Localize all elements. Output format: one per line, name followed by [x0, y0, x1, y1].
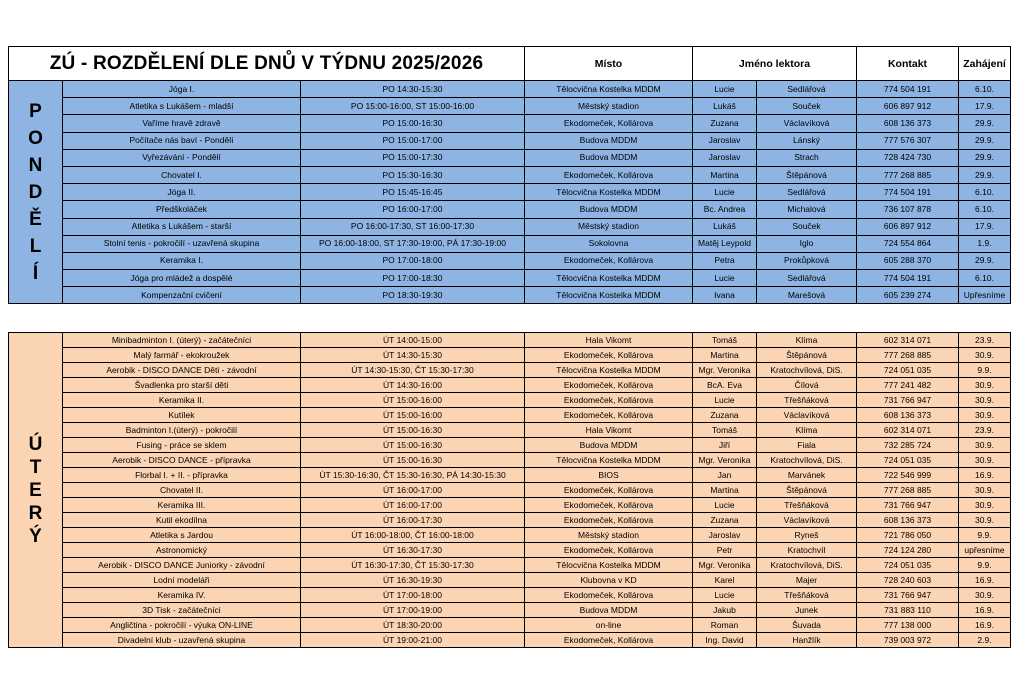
lecturer-first-name-cell: Mgr. Veronika: [693, 363, 757, 378]
phone-cell: 731 766 947: [857, 588, 959, 603]
place-cell: Tělocvična Kostelka MDDM: [525, 558, 693, 573]
lecturer-first-name-cell: Petra: [693, 252, 757, 269]
time-cell: PO 15:00-16:30: [301, 115, 525, 132]
activity-cell: Kompenzační cvičení: [63, 287, 301, 304]
phone-cell: 777 268 885: [857, 348, 959, 363]
table-row: [9, 287, 1011, 304]
activity-cell: Atletika s Jardou: [63, 528, 301, 543]
start-date-cell: Upřesníme: [959, 287, 1011, 304]
table-row: [9, 603, 1011, 618]
activity-cell: Jóga II.: [63, 184, 301, 201]
activity-cell: Kutílek: [63, 408, 301, 423]
time-cell: ÚT 15:00-16:30: [301, 423, 525, 438]
table-row: [9, 98, 1011, 115]
lecturer-last-name-cell: Štěpánová: [757, 166, 857, 183]
phone-cell: 777 241 482: [857, 378, 959, 393]
start-date-cell: 23.9.: [959, 333, 1011, 348]
time-cell: ÚT 16:00-17:00: [301, 498, 525, 513]
lecturer-first-name-cell: Lucie: [693, 270, 757, 287]
activity-cell: Vaříme hravě zdravě: [63, 115, 301, 132]
day-letter: Ý: [29, 525, 42, 547]
start-date-cell: 17.9.: [959, 98, 1011, 115]
time-cell: PO 16:00-18:00, ST 17:30-19:00, PÁ 17:30-19:00: [301, 235, 525, 252]
table-row: [9, 513, 1011, 528]
start-date-cell: 9.9.: [959, 528, 1011, 543]
time-cell: ÚT 16:00-18:00, ČT 16:00-18:00: [301, 528, 525, 543]
time-cell: ÚT 15:30-16:30, ČT 15:30-16:30, PÁ 14:30-15:30: [301, 468, 525, 483]
activity-cell: Předškoláček: [63, 201, 301, 218]
phone-cell: 602 314 071: [857, 423, 959, 438]
lecturer-first-name-cell: Lukáš: [693, 218, 757, 235]
start-date-cell: 29.9.: [959, 166, 1011, 183]
time-cell: ÚT 15:00-16:30: [301, 453, 525, 468]
contact-header: Kontakt: [857, 47, 959, 81]
lecturer-first-name-cell: Zuzana: [693, 408, 757, 423]
activity-cell: Malý farmář - ekokroužek: [63, 348, 301, 363]
activity-cell: Kutil ekodílna: [63, 513, 301, 528]
lecturer-last-name-cell: Souček: [757, 98, 857, 115]
place-cell: Budova MDDM: [525, 201, 693, 218]
place-cell: Ekodomeček, Kollárova: [525, 498, 693, 513]
activity-cell: Atletika s Lukášem - starší: [63, 218, 301, 235]
place-cell: Tělocvična Kostelka MDDM: [525, 453, 693, 468]
lecturer-first-name-cell: Ivana: [693, 287, 757, 304]
lecturer-first-name-cell: Lukáš: [693, 98, 757, 115]
start-date-cell: 6.10.: [959, 184, 1011, 201]
start-date-cell: 9.9.: [959, 363, 1011, 378]
phone-cell: 605 288 370: [857, 252, 959, 269]
phone-cell: 608 136 373: [857, 513, 959, 528]
phone-cell: 731 766 947: [857, 498, 959, 513]
place-cell: Tělocvična Kostelka MDDM: [525, 184, 693, 201]
place-cell: Tělocvična Kostelka MDDM: [525, 287, 693, 304]
place-cell: Tělocvična Kostelka MDDM: [525, 81, 693, 98]
activity-cell: Jóga pro mládež a dospělé: [63, 270, 301, 287]
activity-cell: Chovatel II.: [63, 483, 301, 498]
day-letter: R: [28, 502, 43, 524]
table-row: [9, 166, 1011, 183]
lecturer-first-name-cell: Zuzana: [693, 513, 757, 528]
start-date-cell: 30.9.: [959, 588, 1011, 603]
lecturer-last-name-cell: Souček: [757, 218, 857, 235]
activity-cell: Keramika III.: [63, 498, 301, 513]
lecturer-last-name-cell: Hanžlík: [757, 633, 857, 648]
phone-cell: 721 786 050: [857, 528, 959, 543]
phone-cell: 602 314 071: [857, 333, 959, 348]
phone-cell: 774 504 191: [857, 81, 959, 98]
start-date-cell: 30.9.: [959, 393, 1011, 408]
activity-cell: Počítače nás baví - Pondělí: [63, 132, 301, 149]
day-letter: Í: [32, 262, 39, 284]
start-date-cell: 6.10.: [959, 270, 1011, 287]
phone-cell: 605 239 274: [857, 287, 959, 304]
start-date-cell: 16.9.: [959, 618, 1011, 633]
activity-cell: Minibadminton I. (úterý) - začátečníci: [63, 333, 301, 348]
place-cell: Ekodomeček, Kollárova: [525, 633, 693, 648]
start-date-cell: 29.9.: [959, 115, 1011, 132]
day-letter: Ě: [29, 208, 42, 230]
table-row: [9, 363, 1011, 378]
phone-cell: 777 138 000: [857, 618, 959, 633]
place-cell: Budova MDDM: [525, 438, 693, 453]
day-letter: P: [29, 100, 42, 122]
lecturer-first-name-cell: Jaroslav: [693, 528, 757, 543]
table-row: [9, 393, 1011, 408]
time-cell: PO 15:00-17:30: [301, 149, 525, 166]
phone-cell: 777 268 885: [857, 483, 959, 498]
time-cell: ÚT 15:00-16:00: [301, 393, 525, 408]
lecturer-last-name-cell: Kratochvíl: [757, 543, 857, 558]
lecturer-last-name-cell: Sedlářová: [757, 184, 857, 201]
lecturer-first-name-cell: Jakub: [693, 603, 757, 618]
place-cell: Ekodomeček, Kollárova: [525, 513, 693, 528]
time-cell: ÚT 16:00-17:30: [301, 513, 525, 528]
table-row: [9, 558, 1011, 573]
phone-cell: 606 897 912: [857, 218, 959, 235]
start-date-cell: 30.9.: [959, 498, 1011, 513]
start-date-cell: 23.9.: [959, 423, 1011, 438]
lecturer-last-name-cell: Michalová: [757, 201, 857, 218]
phone-cell: 774 504 191: [857, 184, 959, 201]
lecturer-last-name-cell: Václavíková: [757, 513, 857, 528]
lecturer-last-name-cell: Šuvada: [757, 618, 857, 633]
lecturer-first-name-cell: Bc. Andrea: [693, 201, 757, 218]
phone-cell: 728 240 603: [857, 573, 959, 588]
place-cell: on-line: [525, 618, 693, 633]
lecturer-first-name-cell: Roman: [693, 618, 757, 633]
activity-cell: Chovatel I.: [63, 166, 301, 183]
lecturer-last-name-cell: Fiala: [757, 438, 857, 453]
monday-table: [8, 80, 1011, 304]
time-cell: PO 17:00-18:00: [301, 252, 525, 269]
place-cell: Ekodomeček, Kollárova: [525, 483, 693, 498]
time-cell: ÚT 14:00-15:00: [301, 333, 525, 348]
start-date-cell: 30.9.: [959, 483, 1011, 498]
time-cell: ÚT 17:00-19:00: [301, 603, 525, 618]
table-row: [9, 218, 1011, 235]
time-cell: PO 15:00-16:00, ST 15:00-16:00: [301, 98, 525, 115]
table-row: [9, 132, 1011, 149]
place-cell: Ekodomeček, Kollárova: [525, 543, 693, 558]
table-row: [9, 184, 1011, 201]
phone-cell: 777 576 307: [857, 132, 959, 149]
time-cell: PO 16:00-17:00: [301, 201, 525, 218]
lecturer-last-name-cell: Třešňáková: [757, 498, 857, 513]
activity-cell: Keramika II.: [63, 393, 301, 408]
lecturer-last-name-cell: Václavíková: [757, 115, 857, 132]
day-letter: N: [28, 154, 43, 176]
lecturer-first-name-cell: Tomáš: [693, 423, 757, 438]
lecturer-last-name-cell: Majer: [757, 573, 857, 588]
table-row: [9, 483, 1011, 498]
lecturer-first-name-cell: Jiří: [693, 438, 757, 453]
place-cell: Tělocvična Kostelka MDDM: [525, 270, 693, 287]
time-cell: PO 15:45-16:45: [301, 184, 525, 201]
place-cell: Ekodomeček, Kollárova: [525, 166, 693, 183]
phone-cell: 731 766 947: [857, 393, 959, 408]
day-letter: E: [29, 479, 42, 501]
time-cell: ÚT 19:00-21:00: [301, 633, 525, 648]
place-cell: BIOS: [525, 468, 693, 483]
activity-cell: Divadelní klub - uzavřená skupina: [63, 633, 301, 648]
activity-cell: Jóga I.: [63, 81, 301, 98]
lecturer-last-name-cell: Třešňáková: [757, 588, 857, 603]
start-date-cell: 1.9.: [959, 235, 1011, 252]
activity-cell: 3D Tisk - začátečníci: [63, 603, 301, 618]
start-date-cell: 9.9.: [959, 558, 1011, 573]
activity-cell: Badminton I.(úterý) - pokročilí: [63, 423, 301, 438]
tuesday-day-label: [9, 333, 63, 648]
start-date-cell: 16.9.: [959, 603, 1011, 618]
time-cell: ÚT 14:30-15:30: [301, 348, 525, 363]
activity-cell: Astronomický: [63, 543, 301, 558]
lecturer-last-name-cell: Klíma: [757, 333, 857, 348]
activity-cell: Angličtina - pokročilí - výuka ON-LINE: [63, 618, 301, 633]
lecturer-last-name-cell: Junek: [757, 603, 857, 618]
table-row: [9, 201, 1011, 218]
lecturer-first-name-cell: Martina: [693, 348, 757, 363]
day-letter: D: [28, 181, 43, 203]
table-row: [9, 270, 1011, 287]
place-cell: Budova MDDM: [525, 149, 693, 166]
lecturer-last-name-cell: Štěpánová: [757, 348, 857, 363]
lecturer-last-name-cell: Sedlářová: [757, 270, 857, 287]
monday-day-label: [9, 81, 63, 304]
place-cell: Hala Vikomt: [525, 423, 693, 438]
place-cell: Ekodomeček, Kollárova: [525, 348, 693, 363]
lecturer-last-name-cell: Strach: [757, 149, 857, 166]
start-date-cell: 30.9.: [959, 453, 1011, 468]
time-cell: ÚT 14:30-16:00: [301, 378, 525, 393]
activity-cell: Keramika IV.: [63, 588, 301, 603]
phone-cell: 728 424 730: [857, 149, 959, 166]
place-cell: Ekodomeček, Kollárova: [525, 378, 693, 393]
place-header: Místo: [525, 47, 693, 81]
lecturer-first-name-cell: BcA. Eva: [693, 378, 757, 393]
lecturer-first-name-cell: Karel: [693, 573, 757, 588]
day-letter: Ú: [28, 433, 43, 455]
place-cell: Ekodomeček, Kollárova: [525, 393, 693, 408]
phone-cell: 724 554 864: [857, 235, 959, 252]
activity-cell: Lodní modeláři: [63, 573, 301, 588]
phone-cell: 606 897 912: [857, 98, 959, 115]
start-date-cell: 6.10.: [959, 81, 1011, 98]
lecturer-last-name-cell: Klíma: [757, 423, 857, 438]
lecturer-last-name-cell: Lánský: [757, 132, 857, 149]
place-cell: Městský stadion: [525, 528, 693, 543]
start-date-cell: 17.9.: [959, 218, 1011, 235]
place-cell: Ekodomeček, Kollárova: [525, 252, 693, 269]
activity-cell: Florbal I. + II. - přípravka: [63, 468, 301, 483]
lecturer-first-name-cell: Matěj Leypold: [693, 235, 757, 252]
place-cell: Budova MDDM: [525, 132, 693, 149]
phone-cell: 608 136 373: [857, 115, 959, 132]
lecturer-last-name-cell: Štěpánová: [757, 483, 857, 498]
phone-cell: 724 051 035: [857, 453, 959, 468]
time-cell: ÚT 15:00-16:00: [301, 408, 525, 423]
time-cell: ÚT 18:30-20:00: [301, 618, 525, 633]
lecturer-first-name-cell: Mgr. Veronika: [693, 453, 757, 468]
place-cell: Městský stadion: [525, 218, 693, 235]
lecturer-first-name-cell: Lucie: [693, 498, 757, 513]
activity-cell: Aerobik - DISCO DANCE Děti - závodní: [63, 363, 301, 378]
time-cell: ÚT 16:30-17:30, ČT 15:30-17:30: [301, 558, 525, 573]
time-cell: PO 15:30-16:30: [301, 166, 525, 183]
lecturer-first-name-cell: Zuzana: [693, 115, 757, 132]
start-date-cell: 30.9.: [959, 348, 1011, 363]
lecturer-first-name-cell: Lucie: [693, 588, 757, 603]
lecturer-first-name-cell: Martina: [693, 166, 757, 183]
start-date-cell: 30.9.: [959, 378, 1011, 393]
time-cell: ÚT 16:00-17:00: [301, 483, 525, 498]
table-row: [9, 81, 1011, 98]
activity-cell: Aerobik - DISCO DANCE - přípravka: [63, 453, 301, 468]
activity-cell: Keramika I.: [63, 252, 301, 269]
table-row: [9, 543, 1011, 558]
time-cell: ÚT 14:30-15:30, ČT 15:30-17:30: [301, 363, 525, 378]
lecturer-last-name-cell: Ryneš: [757, 528, 857, 543]
phone-cell: 736 107 878: [857, 201, 959, 218]
start-date-cell: 16.9.: [959, 573, 1011, 588]
lecturer-last-name-cell: Iglo: [757, 235, 857, 252]
lecturer-last-name-cell: Kratochvílová, DiS.: [757, 558, 857, 573]
phone-cell: 724 124 280: [857, 543, 959, 558]
place-cell: Ekodomeček, Kollárova: [525, 408, 693, 423]
start-date-cell: 2.9.: [959, 633, 1011, 648]
lecturer-first-name-cell: Tomáš: [693, 333, 757, 348]
time-cell: PO 14:30-15:30: [301, 81, 525, 98]
lecturer-last-name-cell: Kratochvílová, DiS.: [757, 363, 857, 378]
place-cell: Budova MDDM: [525, 603, 693, 618]
table-row: [9, 423, 1011, 438]
start-date-cell: 29.9.: [959, 252, 1011, 269]
activity-cell: Fusing - práce se sklem: [63, 438, 301, 453]
lecturer-header: Jméno lektora: [693, 47, 857, 81]
lecturer-last-name-cell: Čílová: [757, 378, 857, 393]
start-date-cell: upřesníme: [959, 543, 1011, 558]
activity-cell: Švadlenka pro starší děti: [63, 378, 301, 393]
place-cell: Ekodomeček, Kollárova: [525, 115, 693, 132]
phone-cell: 722 546 999: [857, 468, 959, 483]
lecturer-last-name-cell: Třešňáková: [757, 393, 857, 408]
start-date-cell: 29.9.: [959, 132, 1011, 149]
lecturer-first-name-cell: Lucie: [693, 81, 757, 98]
start-date-cell: 16.9.: [959, 468, 1011, 483]
page-title: ZÚ - ROZDĚLENÍ DLE DNŮ V TÝDNU 2025/2026: [9, 47, 525, 81]
table-row: [9, 252, 1011, 269]
place-cell: Tělocvična Kostelka MDDM: [525, 363, 693, 378]
table-row: [9, 115, 1011, 132]
table-row: [9, 333, 1011, 348]
lecturer-last-name-cell: Prokůpková: [757, 252, 857, 269]
place-cell: Klubovna v KD: [525, 573, 693, 588]
header-row: [9, 47, 1011, 81]
lecturer-first-name-cell: Martina: [693, 483, 757, 498]
lecturer-first-name-cell: Lucie: [693, 393, 757, 408]
time-cell: PO 16:00-17:30, ST 16:00-17:30: [301, 218, 525, 235]
table-row: [9, 633, 1011, 648]
lecturer-last-name-cell: Václavíková: [757, 408, 857, 423]
lecturer-last-name-cell: Kratochvílová, DiS.: [757, 453, 857, 468]
phone-cell: 774 504 191: [857, 270, 959, 287]
lecturer-first-name-cell: Mgr. Veronika: [693, 558, 757, 573]
lecturer-first-name-cell: Jaroslav: [693, 149, 757, 166]
table-row: [9, 528, 1011, 543]
lecturer-last-name-cell: Marvánek: [757, 468, 857, 483]
lecturer-first-name-cell: Jaroslav: [693, 132, 757, 149]
table-row: [9, 438, 1011, 453]
lecturer-first-name-cell: Jan: [693, 468, 757, 483]
lecturer-first-name-cell: Ing. David: [693, 633, 757, 648]
place-cell: Hala Vikomt: [525, 333, 693, 348]
table-row: [9, 235, 1011, 252]
day-letter: L: [29, 235, 42, 257]
time-cell: ÚT 16:30-19:30: [301, 573, 525, 588]
phone-cell: 732 285 724: [857, 438, 959, 453]
start-header: Zahájení: [959, 47, 1011, 81]
time-cell: PO 15:00-17:00: [301, 132, 525, 149]
lecturer-first-name-cell: Petr: [693, 543, 757, 558]
time-cell: ÚT 15:00-16:30: [301, 438, 525, 453]
day-letter: O: [28, 127, 43, 149]
place-cell: Ekodomeček, Kollárova: [525, 588, 693, 603]
table-row: [9, 348, 1011, 363]
time-cell: ÚT 17:00-18:00: [301, 588, 525, 603]
start-date-cell: 30.9.: [959, 438, 1011, 453]
time-cell: PO 18:30-19:30: [301, 287, 525, 304]
header-table: [8, 46, 1011, 81]
table-row: [9, 408, 1011, 423]
activity-cell: Stolní tenis - pokročilí - uzavřená skupina: [63, 235, 301, 252]
table-row: [9, 453, 1011, 468]
table-row: [9, 573, 1011, 588]
phone-cell: 777 268 885: [857, 166, 959, 183]
table-row: [9, 468, 1011, 483]
phone-cell: 724 051 035: [857, 558, 959, 573]
start-date-cell: 30.9.: [959, 408, 1011, 423]
table-row: [9, 588, 1011, 603]
time-cell: ÚT 16:30-17:30: [301, 543, 525, 558]
lecturer-first-name-cell: Lucie: [693, 184, 757, 201]
start-date-cell: 6.10.: [959, 201, 1011, 218]
start-date-cell: 29.9.: [959, 149, 1011, 166]
place-cell: Městský stadion: [525, 98, 693, 115]
activity-cell: Atletika s Lukášem - mladší: [63, 98, 301, 115]
place-cell: Sokolovna: [525, 235, 693, 252]
activity-cell: Aerobik - DISCO DANCE Juniorky - závodní: [63, 558, 301, 573]
phone-cell: 739 003 972: [857, 633, 959, 648]
table-row: [9, 498, 1011, 513]
phone-cell: 724 051 035: [857, 363, 959, 378]
table-row: [9, 378, 1011, 393]
phone-cell: 608 136 373: [857, 408, 959, 423]
table-row: [9, 618, 1011, 633]
day-letter: T: [29, 456, 42, 478]
time-cell: PO 17:00-18:30: [301, 270, 525, 287]
lecturer-last-name-cell: Sedlářová: [757, 81, 857, 98]
tuesday-table: [8, 332, 1011, 648]
activity-cell: Vyřezávání - Pondělí: [63, 149, 301, 166]
start-date-cell: 30.9.: [959, 513, 1011, 528]
phone-cell: 731 883 110: [857, 603, 959, 618]
table-row: [9, 149, 1011, 166]
lecturer-last-name-cell: Marešová: [757, 287, 857, 304]
